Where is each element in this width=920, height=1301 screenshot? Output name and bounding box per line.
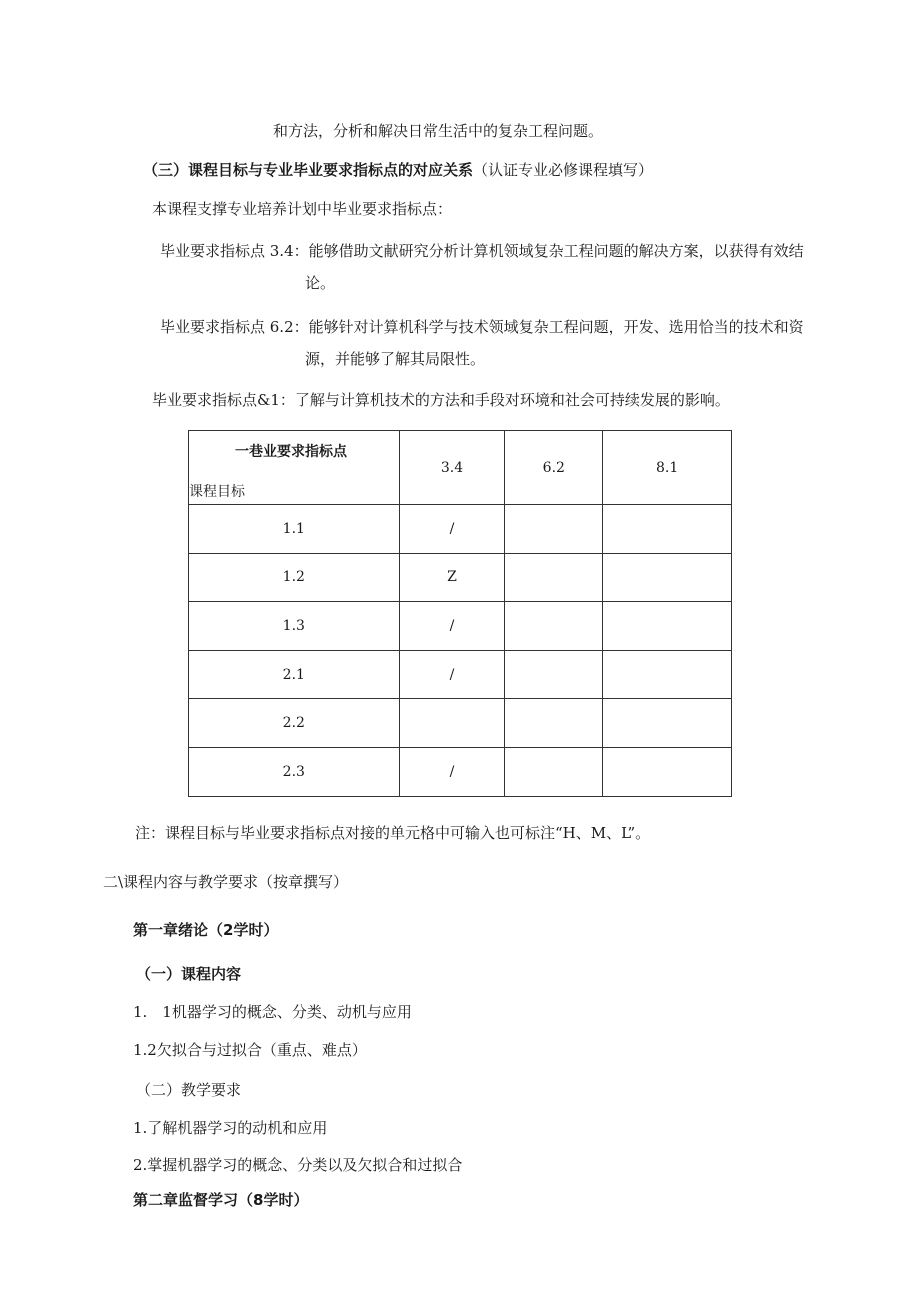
table-header-row (189, 431, 732, 505)
column-header: 3.4 (399, 431, 505, 505)
mapping-cell (603, 505, 732, 554)
mapping-cell: Z (399, 553, 505, 602)
chapter1-content-item: 1. 1机器学习的概念、分类、动机与应用 (133, 1003, 412, 1021)
corner-top-label: 一巷业要求指标点 (235, 444, 347, 460)
mapping-cell (603, 747, 732, 796)
chapter2-title (133, 1190, 308, 1210)
indicator-34-line2: 论。 (305, 274, 336, 292)
indicator-62-line1: 能够针对计算机科学与技术领域复杂工程问题，开发、选用恰当的技术和资 (308, 318, 804, 336)
chapter2-title-bold: 第二章监督学习 (133, 1191, 239, 1209)
table-corner-cell (189, 431, 400, 505)
goal-cell: 1.1 (189, 505, 400, 554)
indicator-62-label: 毕业要求指标点 6.2： (160, 318, 309, 336)
mapping-cell: / (399, 650, 505, 699)
section3-intro: 本课程支撑专业培养计划中毕业要求指标点： (152, 200, 453, 218)
objective-mapping-table (188, 430, 732, 797)
chapter1-title-hours: （2学时） (208, 921, 279, 939)
mapping-cell (505, 650, 603, 699)
corner-bottom-label: 课程目标 (189, 484, 245, 500)
column-header: 8.1 (603, 431, 732, 505)
table-row (189, 602, 732, 651)
goal-cell: 2.1 (189, 650, 400, 699)
mapping-cell (603, 553, 732, 602)
chapter1-req-item: 1.了解机器学习的动机和应用 (133, 1119, 328, 1137)
goal-cell: 2.3 (189, 747, 400, 796)
mapping-cell: / (399, 602, 505, 651)
chapter1-title (133, 920, 278, 940)
indicator-62 (160, 317, 804, 337)
section3-heading (143, 160, 653, 180)
mapping-cell (603, 602, 732, 651)
mapping-cell (603, 699, 732, 748)
indicator-34-label: 毕业要求指标点 3.4： (160, 242, 309, 260)
chapter1-req-heading: （二）教学要求 (136, 1081, 242, 1099)
section3-heading-note: （认证专业必修课程填写） (473, 161, 654, 179)
goal-cell: 1.2 (189, 553, 400, 602)
table-row (189, 699, 732, 748)
indicator-81: 毕业要求指标点&1：了解与计算机技术的方法和手段对环境和社会可持续发展的影响。 (152, 391, 730, 409)
indicator-62-line2: 源，并能够了解其局限性。 (305, 350, 486, 368)
table-row (189, 505, 732, 554)
mapping-cell (603, 650, 732, 699)
intro-tail-text: 和方法，分析和解决日常生活中的复杂工程问题。 (273, 122, 604, 140)
chapter1-content-heading: （一）课程内容 (136, 965, 242, 983)
chapter2-title-hours: （8学时） (238, 1191, 309, 1209)
mapping-cell (505, 602, 603, 651)
table-row (189, 650, 732, 699)
indicator-34-line1: 能够借助文献研究分析计算机领域复杂工程问题的解决方案，以获得有效结 (308, 242, 804, 260)
mapping-cell (505, 699, 603, 748)
indicator-34 (160, 241, 804, 261)
mapping-cell (505, 553, 603, 602)
table-note: 注：课程目标与毕业要求指标点对接的单元格中可输入也可标注“H、M、L”。 (135, 824, 651, 842)
goal-cell: 2.2 (189, 699, 400, 748)
table-row (189, 553, 732, 602)
goal-cell: 1.3 (189, 602, 400, 651)
column-header: 6.2 (505, 431, 603, 505)
section-two-heading: 二\课程内容与教学要求（按章撰写） (103, 873, 349, 891)
chapter1-req-item: 2.掌握机器学习的概念、分类以及欠拟合和过拟合 (133, 1156, 463, 1174)
mapping-cell (505, 505, 603, 554)
section3-heading-bold: （三）课程目标与专业毕业要求指标点的对应关系 (143, 161, 474, 179)
mapping-cell (399, 699, 505, 748)
mapping-cell: / (399, 505, 505, 554)
mapping-cell: / (399, 747, 505, 796)
chapter1-title-bold: 第一章绪论 (133, 921, 209, 939)
table-row (189, 747, 732, 796)
chapter1-content-item: 1.2欠拟合与过拟合（重点、难点） (133, 1041, 367, 1059)
mapping-cell (505, 747, 603, 796)
